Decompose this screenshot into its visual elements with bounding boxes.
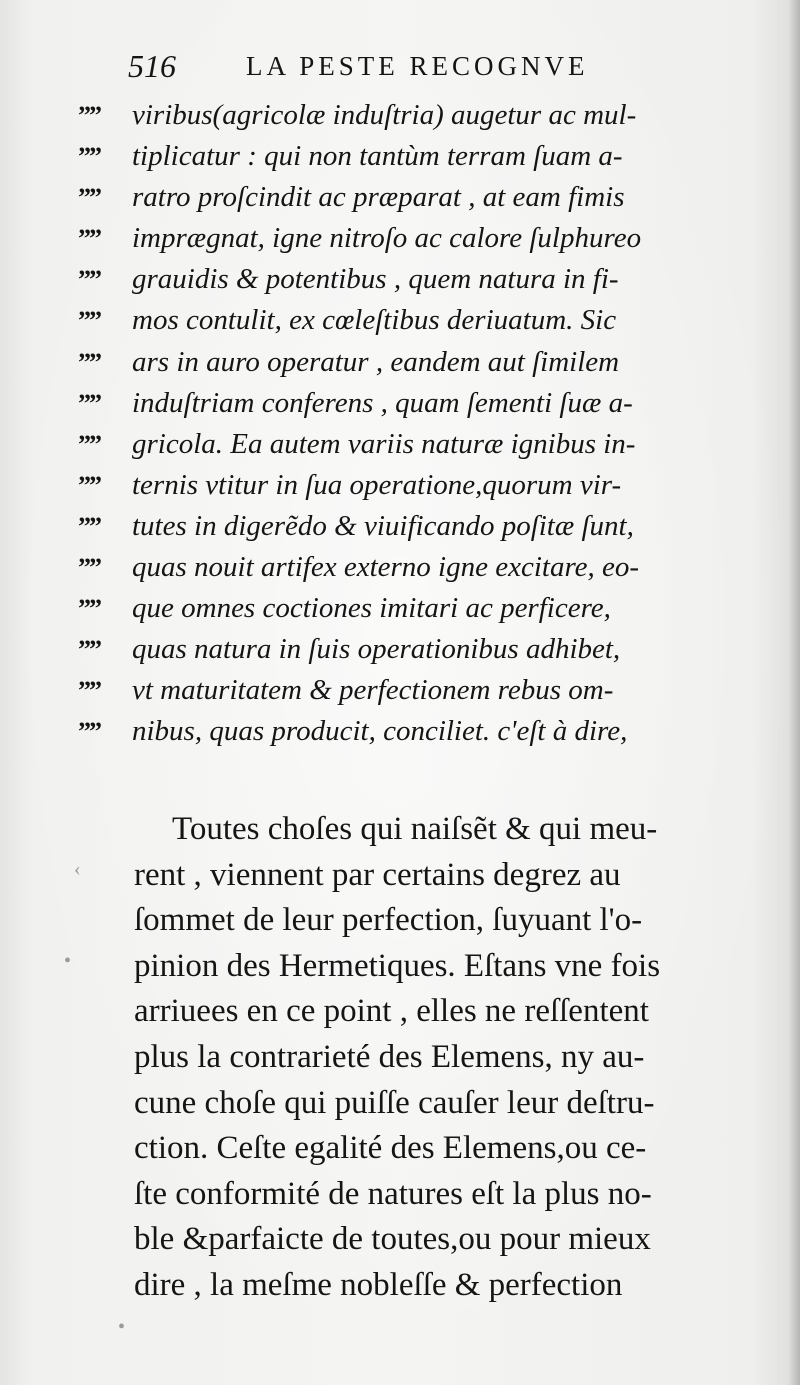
latin-line-text: mos contulit, ex cœleſtibus deriuatum. Sic	[132, 304, 617, 337]
latin-line	[78, 465, 728, 506]
quote-marker: ””	[78, 306, 100, 336]
latin-line-text: induſtriam conferens , quam ſementi ſuæ a-	[132, 386, 633, 419]
latin-line	[78, 629, 728, 670]
page-number: 516	[128, 48, 176, 84]
latin-line-text: ars in auro operatur , eandem aut ſimilem	[132, 345, 620, 378]
french-line: pinion des Hermetiques. Eſtans vne fois	[134, 947, 661, 984]
latin-line	[78, 136, 728, 177]
page-edge-shadow	[788, 0, 800, 1385]
latin-line	[78, 259, 728, 300]
latin-line-text: ratro proſcindit ac præparat , at eam fimis	[132, 181, 625, 214]
latin-line	[78, 300, 728, 341]
quote-marker: ””	[78, 101, 100, 130]
margin-dot: •	[64, 950, 72, 972]
quote-marker: ””	[78, 388, 100, 418]
latin-line	[78, 177, 728, 218]
french-line: cune choſe qui puiſſe cauſer leur deſtru-	[134, 1084, 655, 1121]
french-line: ction. Ceſte egalité des Elemens,ou ce-	[134, 1130, 647, 1167]
latin-line	[78, 424, 728, 465]
latin-line	[78, 342, 728, 383]
latin-line-text: imprægnat, igne nitroſo ac calore ſulphureo	[132, 222, 642, 255]
latin-line-text: gricola. Ea autem variis naturæ ignibus in-	[132, 427, 636, 460]
margin-mark: ‹	[74, 858, 81, 880]
french-line: rent , viennent par certains degrez au	[134, 856, 621, 893]
quote-marker: ””	[78, 265, 100, 295]
quote-marker: ””	[78, 594, 100, 624]
french-line: ble &parfaicte de toutes,ou pour mieux	[134, 1221, 651, 1258]
latin-line-text: ternis vtitur in ſua operatione,quorum vir-	[132, 468, 622, 501]
latin-line	[78, 711, 728, 752]
french-line: ſommet de leur perfection, ſuyuant l'o-	[134, 902, 643, 939]
french-line: dire , la meſme nobleſſe & perfection	[134, 1266, 623, 1303]
running-title: LA PESTE RECOGNVE	[246, 51, 589, 81]
latin-line-text: viribus(agricolæ induſtria) augetur ac mul-	[132, 99, 637, 131]
latin-line	[78, 218, 728, 259]
french-paragraph	[134, 807, 728, 1309]
french-line: plus la contrarieté des Elemens, ny au-	[134, 1038, 645, 1075]
quote-marker: ””	[78, 347, 100, 377]
quote-marker: ””	[78, 635, 100, 665]
quote-marker: ””	[78, 183, 100, 213]
french-line: ſte conformité de natures eſt la plus no-	[134, 1175, 652, 1212]
quote-marker: ””	[78, 224, 100, 254]
latin-line-text: quas nouit artifex externo igne excitare, eo-	[132, 551, 640, 584]
latin-line-text: nibus, quas producit, conciliet. c'eſt à dire,	[132, 715, 628, 748]
latin-line-text: tiplicatur : qui non tantùm terram ſuam a-	[132, 140, 623, 173]
latin-line-text: grauidis & potentibus , quem natura in fi-	[132, 263, 619, 296]
ink-speck: •	[118, 1316, 126, 1338]
quote-marker: ””	[78, 429, 100, 459]
latin-line-text: que omnes coctiones imitari ac perficere,	[132, 592, 611, 625]
quote-marker: ””	[78, 717, 100, 747]
quote-marker: ””	[78, 142, 100, 172]
latin-line-text: vt maturitatem & perfectionem rebus om-	[132, 674, 614, 707]
latin-quotation	[78, 95, 728, 753]
quote-marker: ””	[78, 676, 100, 706]
latin-line	[78, 95, 728, 136]
latin-line-text: tutes in digerẽdo & viuificando poſitæ ſunt,	[132, 509, 634, 542]
latin-line	[78, 383, 728, 424]
latin-line	[78, 588, 728, 629]
french-line: Toutes choſes qui naiſsẽt & qui meu-	[172, 811, 658, 847]
quote-marker: ””	[78, 470, 100, 500]
quote-marker: ””	[78, 511, 100, 541]
latin-line-text: quas natura in ſuis operationibus adhibet,	[132, 633, 621, 666]
latin-line	[78, 670, 728, 711]
latin-line	[78, 547, 728, 588]
latin-line	[78, 506, 728, 547]
quote-marker: ””	[78, 553, 100, 583]
page-header	[128, 46, 648, 86]
french-line: arriuees en ce point , elles ne reſſentent	[134, 993, 649, 1030]
